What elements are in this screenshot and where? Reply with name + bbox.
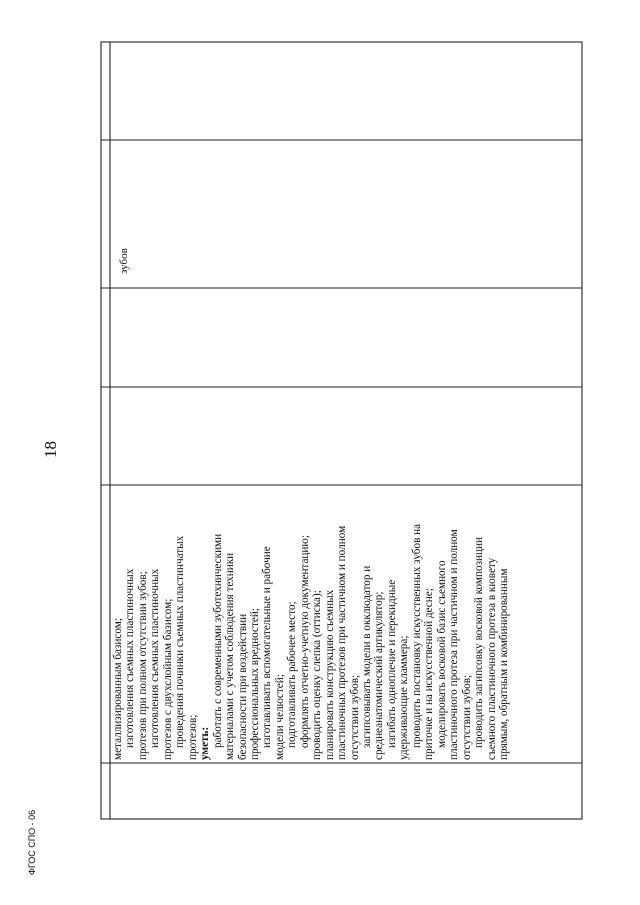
text-line: безопасности при воздействии bbox=[236, 613, 249, 760]
text-line: моделировать восковой базис съемного bbox=[435, 560, 448, 748]
text-line: загипсовывать модели в окклюдатор и bbox=[361, 565, 373, 748]
text-line: подготавливать рабочее место; bbox=[286, 601, 299, 748]
text-line: материалами с учетом соблюдения техники bbox=[224, 552, 237, 760]
footer-label: ФГОС СПО - 06 bbox=[27, 809, 37, 875]
text-line: протезов при полном отсутствии зубов; bbox=[136, 571, 149, 760]
text-line: отсутствии зубов; bbox=[460, 674, 473, 760]
text-line: изготовления съемных пластиночных bbox=[149, 568, 162, 748]
text-line: проводить оценку слепка (оттиска); bbox=[311, 590, 324, 760]
text-line: изготовления съемных пластиночных bbox=[124, 568, 137, 748]
text-line: оформлять отчетно-учетную документацию; bbox=[298, 535, 311, 748]
page-number: 18 bbox=[41, 441, 60, 458]
text-line: протезов; bbox=[186, 714, 199, 760]
text-line: проводить загипсовку восковой композиции bbox=[473, 537, 486, 748]
text-line: профессиональных вредностей; bbox=[248, 608, 261, 760]
text-line: прямым, обратным и комбинированным bbox=[497, 568, 510, 760]
text-line: приточке и на искусственной десне; bbox=[423, 588, 436, 760]
text-line: изгибать одноплечие и перекидные bbox=[385, 579, 398, 748]
text-line: удерживающие кламмера; bbox=[398, 635, 411, 760]
text-line: пластиночных протезов при частичном и полном bbox=[336, 525, 349, 760]
text-line: работать с современными зуботехническими bbox=[211, 533, 224, 748]
text-line: отсутствии зубов; bbox=[348, 674, 361, 760]
text-line: протезов с двухслойным базисом; bbox=[161, 598, 174, 760]
text-line: уметь: bbox=[199, 726, 212, 760]
text-line: металлизированным базисом; bbox=[112, 618, 124, 760]
text-line: съемного пластиночного протеза в кювету bbox=[485, 557, 498, 760]
text-line: пластиночного протеза при частичном и полном bbox=[448, 529, 461, 760]
text-line: изготавливать вспомогательные и рабочие bbox=[261, 546, 274, 748]
text-line: среднеанатомический артикулятор; bbox=[373, 591, 386, 760]
text-line: планировать конструкцию съемных bbox=[323, 589, 336, 760]
text-line: модели челюстей; bbox=[273, 674, 286, 760]
cell-text: зубов bbox=[118, 248, 130, 274]
text-line: проводить постановку искусственных зубов на bbox=[410, 523, 423, 748]
text-line: проведения починки съемных пластинчатых bbox=[174, 535, 187, 748]
